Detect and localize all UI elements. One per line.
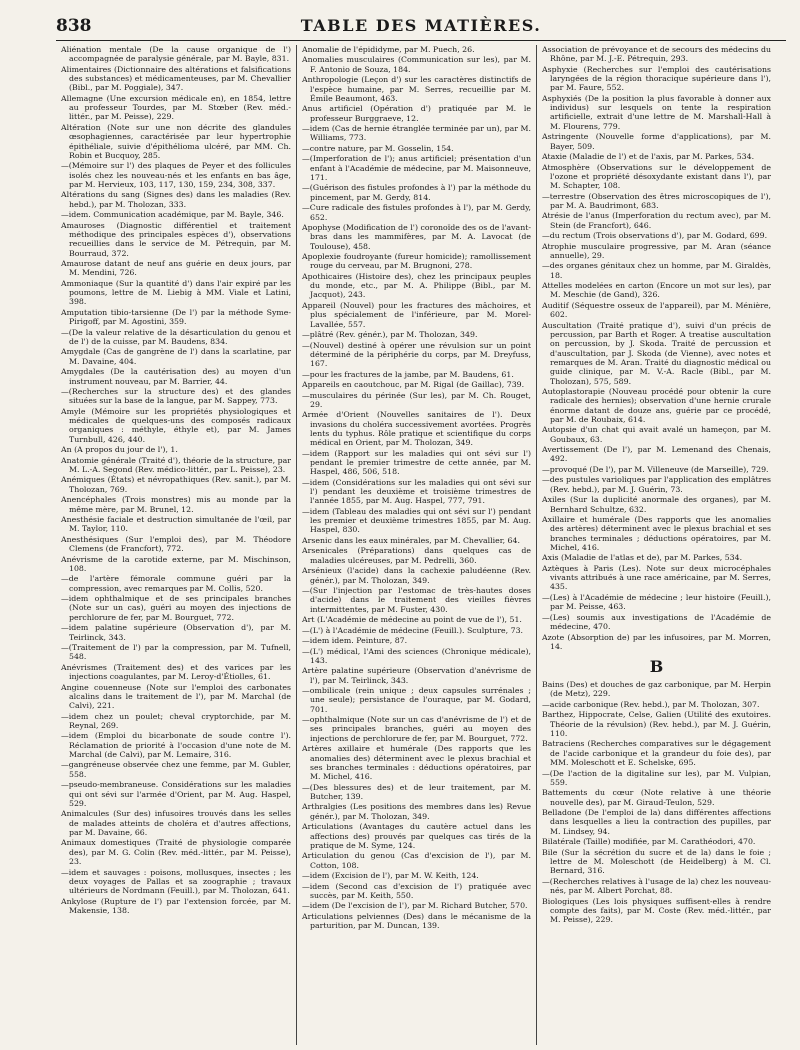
index-entry: Apoplexie foudroyante (fureur homicide); ramollissement rouge du cerveau, par M. Brugnoni, 278. <box>302 252 531 271</box>
index-entry: —provoqué (De l'), par M. Villeneuve (de Marseille), 729. <box>542 464 769 474</box>
index-entry: —(Les) à l'Académie de médecine ; leur histoire (Feuill.), par M. Peisse, 463. <box>542 592 771 612</box>
index-entry: Asphyxiés (De la position la plus favorable à donner aux individus) sur lesquels on tente la respiration artificielle, extrait d'une lettre de M. Marshall-Hall à M. Flourens, 779. <box>542 93 771 131</box>
index-entry: —idem (Excision de l'), par M. W. Keith, 124. <box>302 871 479 881</box>
index-entry: Apophyse (Modification de l') coronoïde des os de l'avant-bras dans les mammifères, par M. A. Lavocat (de Toulouse), 458. <box>302 223 531 251</box>
index-entry: —gangréneuse observée chez une femme, par M. Gubler, 558. <box>61 760 291 779</box>
index-entry: —idem (Emploi du bicarbonate de soude contre l'). Réclamation de priorité à l'occasion d'une note de M. Marchal (de Calvi), par M. Lemaire, 316. <box>61 731 291 759</box>
running-title: TABLE DES MATIÈRES. <box>300 16 542 35</box>
index-entry: Amputation tibio-tarsienne (De l') par la méthode Syme-Pirigoff, par M. Agostini, 359. <box>61 307 291 327</box>
index-entry: Anencéphales (Trois monstres) mis au monde par la même mère, par M. Brunel, 12. <box>61 495 291 514</box>
index-entry: Arsenic dans les eaux minérales, par M. Chevallier, 64. <box>302 535 520 545</box>
index-entry: Asphyxie (Recherches sur l'emploi des cautérisations laryngées de la région thoracique supérieure dans l'), par M. Faure, 552. <box>542 64 771 93</box>
index-entry: Armée d'Orient (Nouvelles sanitaires de l'). Deux invasions du choléra successivement avortées. Progrès lents du typhus. Rôle pratique et scientifique du corps médical en Orient, par M. Tholozan, 349. <box>302 410 531 448</box>
section-letter-heading: B <box>649 657 664 677</box>
index-entry: —(Des blessures des) et de leur traitement, par M. Butcher, 139. <box>302 782 531 801</box>
index-entry: —musculaires du périnée (Sur les), par M. Ch. Rouget, 29. <box>302 390 531 409</box>
index-entry: —ophthalmique (Note sur un cas d'anévrisme de l') et de ses principales branches, guéri au moyen des injections de perchlorure de fer, par M. Bourguet, 772. <box>302 715 531 743</box>
index-entry: Atmosphère (Observations sur le développement de l'ozone et propriété désoxydante existant dans l'), par M. Schapter, 108. <box>542 162 771 191</box>
index-entry: Ataxie (Maladie de l') et de l'axis, par M. Parkes, 534. <box>542 152 755 162</box>
index-entry: Ammoniaque (Sur la quantité d') dans l'air expiré par les poumons, lettre de M. Liebig à MM. Viale et Latini, 398. <box>61 278 291 307</box>
index-entry: —idem palatine supérieure (Observation d'), par M. Teirlinck, 343. <box>61 623 291 642</box>
index-entry: —(Recherches relatives à l'usage de la) chez les nouveau-nés, par M. Albert Porchat, 88. <box>542 876 771 896</box>
index-entry: —(Sur l'injection par l'estomac de très-hautes doses d'acide) dans le traitement des vieilles fièvres intermittentes, par M. Fuster, 430. <box>302 586 531 614</box>
page-header <box>56 10 786 41</box>
index-entry: Arsénieux (l'acide) dans la cachexie paludéenne (Rev. génér.), par M. Tholozan, 349. <box>302 566 531 585</box>
index-entry: —idem (Second cas d'excision de l') pratiquée avec succès, par M. Keith, 550. <box>302 881 531 900</box>
index-entry: Anomalies musculaires (Communication sur les), par M. F. Antonio de Souza, 184. <box>302 55 531 74</box>
index-entry: Anatomie générale (Traité d'), théorie de la structure, par M. L.-A. Segond (Rev. médico-littér., par L. Peisse), 23. <box>61 455 291 474</box>
index-entry: —pseudo-membraneuse. Considérations sur les maladies qui ont sévi sur l'armée d'Orient, par M. Aug. Haspel, 529. <box>61 780 291 808</box>
index-entry: Arsenicales (Préparations) dans quelques cas de maladies ulcéreuses, par M. Pedrelli, 360. <box>302 546 531 565</box>
index-entry: Axiles (Sur la duplicité anormale des organes), par M. Bernhard Schultze, 632. <box>542 495 771 514</box>
index-entry: —idem et sauvages : poisons, mollusques, insectes ; les deux voyages de Pallas et sa zoographie ; travaux ultérieurs de Nordmann (Feuill.), par M. Tholozan, 641. <box>61 867 291 896</box>
index-entry: Animaux domestiques (Traité de physiologie comparée des), par M. G. Colin (Rev. méd.-littér., par M. Peisse), 23. <box>61 838 291 867</box>
index-entry: Animalcules (Sur des) infusoires trouvés dans les selles de malades atteints de choléra et d'autres affections, par M. Davaine, 66. <box>61 809 291 837</box>
index-entry: Appareils en caoutchouc, par M. Rigal (de Gaillac), 739. <box>302 380 525 390</box>
index-entry: Amauroses (Diagnostic différentiel et traitement méthodique des principales espèces d'), observations recueillies dans le service de M. Pétrequin, par M. Bourraud, 372. <box>61 220 291 258</box>
index-entry: —idem chez un poulet; cheval cryptorchide, par M. Reynal, 269. <box>61 711 291 730</box>
index-entry: Allemagne (Une excursion médicale en), en 1854, lettre au professeur Tourdes, par M. Stœber (Rev. méd.-littér., par M. Peisse), 229. <box>61 93 291 122</box>
index-entry: —Cure radicale des fistules profondes à l'), par M. Gerdy, 652. <box>302 203 531 222</box>
index-entry: —idem. Communication académique, par M. Bayle, 346. <box>61 210 284 220</box>
index-entry: —(Imperforation de l'); anus artificiel; présentation d'un enfant à l'Académie de médecine, par M. Maisonneuve, 171. <box>302 154 531 182</box>
index-entry: Autoplastorapie (Nouveau procédé pour obtenir la cure radicale des hernies); observation d'une hernie crurale énorme datant de douze ans, guérie par ce procédé, par M. de Roubaix, 614. <box>542 387 771 424</box>
index-entry: Association de prévoyance et de secours des médecins du Rhône, par M. J.-E. Pétrequin, 293. <box>542 45 771 64</box>
index-entry: —de l'artère fémorale commune guéri par la compression, avec remarques par M. Collis, 520. <box>61 574 291 593</box>
index-entry: Arthralgies (Les positions des membres dans les) Revue génér.), par M. Tholozan, 349. <box>302 802 531 821</box>
index-entry: Amyle (Mémoire sur les propriétés physiologiques et médicales de quelques-uns des composés radicaux organiques : méthyle, éthyle et), par M. James Turnbull, 426, 440. <box>61 406 291 444</box>
index-entry: —idem (Considérations sur les maladies qui ont sévi sur l') pendant les deuxième et troisième trimestres de l'année 1855, par M. Aug. Haspel, 777, 791. <box>302 477 531 506</box>
index-entry: Anesthésie faciale et destruction simultanée de l'œil, par M. Taylor, 110. <box>61 515 291 534</box>
index-entry: Artère palatine supérieure (Observation d'anévrisme de l'), par M. Teirlinck, 343. <box>302 666 531 685</box>
index-entry: Atrophie musculaire progressive, par M. Aran (séance annuelle), 29. <box>542 241 771 260</box>
index-entry: —des pustules varioliques par l'application des emplâtres (Rev. hebd.), par M. J. Guérin, 73. <box>542 475 771 494</box>
index-entry: —pour les fractures de la jambe, par M. Baudens, 61. <box>302 369 514 379</box>
index-entry: Art (L'Académie de médecine au point de vue de l'), 51. <box>302 615 522 625</box>
index-entry: Battements du cœur (Note relative à une théorie nouvelle des), par M. Giraud-Teulon, 529. <box>542 788 771 807</box>
index-entry: Anus artificiel (Opération d') pratiquée par M. le professeur Burggraeve, 12. <box>302 104 531 123</box>
index-entry: Avertissement (De l'), par M. Lemenand des Chenais, 492. <box>542 445 771 464</box>
index-entry: Anévrisme de la carotide externe, par M. Mischinson, 108. <box>61 554 291 573</box>
index-entry: Articulations pelviennes (Des) dans le mécanisme de la parturition, par M. Duncan, 139. <box>302 911 531 931</box>
index-entry: Angine couenneuse (Note sur l'emploi des carbonates alcalins dans le traitement de l'), par M. Marchal (de Calvi), 221. <box>61 682 291 711</box>
index-entry: Artères axillaire et humérale (Des rapports que les anomalies des) déterminent avec le plexus brachial et ses branches terminales : déductions opératoires, par M. Michel, 416. <box>302 744 531 782</box>
index-entry: —du rectum (Trois observations d'), par M. Godard, 699. <box>542 231 768 241</box>
index-entry: An (A propos du jour de l'), 1. <box>61 445 178 455</box>
index-entry: Anomalie de l'épididyme, par M. Puech, 26. <box>302 45 475 54</box>
index-entry: Anévrismes (Traitement des) et des varices par les injections coagulantes, par M. Leroy-d'Étiolles, 61. <box>61 662 291 682</box>
index-entry: Articulations (Avantages du cautère actuel dans les affections des) prouvés par quelques cas tirés de la pratique de M. Syme, 124. <box>302 822 531 850</box>
index-entry: Belladone (De l'emploi de la) dans différentes affections dans lesquelles a lieu la contraction des pupilles, par M. Lindsey, 94. <box>542 808 771 836</box>
index-entry: —des organes génitaux chez un homme, par M. Giraldès, 18. <box>542 261 771 280</box>
index-entry: Appareil (Nouvel) pour les fractures des mâchoires, et plus spécialement de l'inférieure, par M. Morel-Lavallée, 557. <box>302 300 531 329</box>
index-entry: Barthez, Hippocrate, Celse, Galien (Utilité des exutoires. Théorie de la révulsion) (Rev. hebd.), par M. J. Guérin, 110. <box>542 710 771 738</box>
index-entry: —idem (De l'excision de l'), par M. Richard Butcher, 570. <box>302 901 528 911</box>
index-entry: —idem (Rapport sur les maladies qui ont sévi sur l') pendant le premier trimestre de cette année, par M. Haspel, 486, 506, 518. <box>302 448 531 477</box>
index-entry: Azote (Absorption de) par les infusoires, par M. Morren, 14. <box>542 632 771 651</box>
index-entry: Alimentaires (Dictionnaire des altérations et falsifications des substances) et médicamenteuses, par M. Chevallier (Bibl., par M. Poggiale), 347. <box>61 64 291 93</box>
index-entry: Articulation du genou (Cas d'excision de l'), par M. Cotton, 108. <box>302 851 531 870</box>
index-entry: —idem idem. Peinture, 87. <box>302 636 408 646</box>
index-entry: Aliénation mentale (De la cause organique de l') accompagnée de paralysie générale, par M. Bayle, 831. <box>61 45 291 64</box>
index-entry: Auditif (Séquestre osseux de l'appareil), par M. Ménière, 602. <box>542 300 771 320</box>
index-entry: —plâtré (Rev. génér.), par M. Tholozan, 349. <box>302 330 478 340</box>
index-entry: Bilatérale (Taille) modifiée, par M. Carathéodori, 470. <box>542 837 756 847</box>
index-entry: Altération (Note sur une non décrite des glandules œsophagiennes, caractérisée par leur hypertrophie épithéliale, suivie d'épithélioma ulcéré, par MM. Ch. Robin et Bucquoy, 285. <box>61 122 291 160</box>
index-entry: Bains (Des) et douches de gaz carbonique, par M. Herpin (de Metz), 229. <box>542 680 771 699</box>
index-entry: Axis (Maladie de l'atlas et de), par M. Parkes, 534. <box>542 553 743 563</box>
index-entry: Atrésie de l'anus (Imperforation du rectum avec), par M. Stein (de Francfort), 646. <box>542 211 771 230</box>
index-entry: Autopsie d'un chat qui avait avalé un hameçon, par M. Goubaux, 63. <box>542 425 771 444</box>
index-entry: Auscultation (Traité pratique d'), suivi d'un précis de percussion, par Barth et Roger. A treatise auscultation on percussion, by J. Skoda. Traité de percussion et d'auscultation, par J. Skoda (de Vienne), avec notes et remarques de M. Aran. Traité du diagnostic médical ou guide clinique, par M. V.-A. Racle (Bibl., par M. Tholozan), 575, 589. <box>542 320 771 386</box>
index-entry: Anesthésiques (Sur l'emploi des), par M. Théodore Clemens (de Francfort), 772. <box>61 534 291 554</box>
index-entry: Attelles modelées en carton (Encore un mot sur les), par M. Meschie (de Gand), 326. <box>542 281 771 300</box>
index-entry: —(Mémoire sur l') des plaques de Peyer et des follicules isolés chez les nouveau-nés et les enfants en bas âge, par M. Hervieux, 103, 117, 130, 159, 234, 308, 337. <box>61 161 291 189</box>
index-column-2 <box>296 45 536 1045</box>
index-entry: —idem (Tableau des maladies qui ont sévi sur l') pendant les premier et deuxième trimestres 1855, par M. Aug. Haspel, 830. <box>302 506 531 535</box>
index-columns <box>56 45 786 1045</box>
index-entry: Ankylose (Rupture de l') par l'extension forcée, par M. Makensie, 138. <box>61 896 291 915</box>
index-column-1 <box>56 45 296 1045</box>
index-entry: Apothicaires (Histoire des), chez les principaux peuples du monde, etc., par M. A. Philippe (Bibl., par M. Jacquot), 243. <box>302 271 531 300</box>
index-entry: Anémiques (États) et névropathiques (Rev. sanit.), par M. Tholozan, 769. <box>61 475 291 494</box>
index-entry: Amaurose datant de neuf ans guérie en deux jours, par M. Mendini, 726. <box>61 259 291 278</box>
index-entry: Astringente (Nouvelle forme d'applications), par M. Bayer, 509. <box>542 132 771 151</box>
index-entry: Batraciens (Recherches comparatives sur le dégagement de l'acide carbonique et la grandeur du foie des), par MM. Moleschott et E. Schelske, 695. <box>542 739 771 768</box>
index-entry: —(De la valeur relative de la désarticulation du genou et de l') de la cuisse, par M. Baudens, 834. <box>61 327 291 346</box>
index-entry: Aztèques à Paris (Les). Note sur deux microcéphales vivants attribués à une race américaine, par M. Serres, 435. <box>542 563 771 592</box>
index-entry: —terrestre (Observation des êtres microscopiques de l'), par M. A. Baudrimont, 683. <box>542 191 771 210</box>
index-entry: —(Recherches sur la structure des) et des glandes situées sur la base de la langue, par M. Sappey, 773. <box>61 387 291 406</box>
index-entry: —(Nouvel) destiné à opérer une révulsion sur un point déterminé de la périphérie du corps, par M. Dreyfuss, 167. <box>302 340 531 369</box>
index-entry: —(Guérison des fistules profondes à l') par la méthode du pincement, par M. Gerdy, 814. <box>302 183 531 202</box>
index-entry: —idem ophthalmique et de ses principales branches (Note sur un cas), guéri au moyen des injections de perchlorure de fer, par M. Bourguet, 772. <box>61 594 291 622</box>
index-entry: Anthropologie (Leçon d') sur les caractères distinctifs de l'espèce humaine, par M. Serres, recueillie par M. Émile Beaumont, 463. <box>302 75 531 103</box>
index-entry: Axillaire et humérale (Des rapports que les anomalies des artères) déterminent avec le plexus brachial et ses branches terminales ; déductions opératoires, par M. Michel, 416. <box>542 515 771 552</box>
index-entry: Bile (Sur la sécrétion du sucre et de la) dans le foie ; lettre de M. Moleschott (de Heidelberg) à M. Cl. Bernard, 316. <box>542 847 771 876</box>
index-entry: —(Les) soumis aux investigations de l'Académie de médecine, 470. <box>542 612 771 632</box>
index-entry: Amygdale (Cas de gangrène de l') dans la scarlatine, par M. Davaine, 404. <box>61 347 291 366</box>
page-number: 838 <box>56 16 92 36</box>
index-entry: —ombilicale (rein unique ; deux capsules surrénales ; une seule); persistance de l'ouraque, par M. Godard, 701. <box>302 686 531 714</box>
index-entry: —(L') médical, l'Ami des sciences (Chronique médicale), 143. <box>302 646 531 665</box>
index-entry: —idem (Cas de hernie étranglée terminée par un), par M. Williams, 773. <box>302 124 531 143</box>
index-entry: —contre nature, par M. Gosselin, 154. <box>302 143 454 153</box>
index-entry: —(Traitement de l') par la compression, par M. Tufnell, 548. <box>61 642 291 662</box>
index-column-3 <box>536 45 776 1045</box>
index-entry: Biologiques (Les lois physiques suffisent-elles à rendre compte des faits), par M. Coste (Rev. méd.-littér., par M. Peisse), 229. <box>542 896 771 925</box>
index-entry: Amygdales (De la cautérisation des) au moyen d'un instrument nouveau, par M. Barrier, 44. <box>61 367 291 386</box>
index-entry: —(L') à l'Académie de médecine (Feuill.). Sculpture, 73. <box>302 625 524 635</box>
index-entry: —(De l'action de la digitaline sur les), par M. Vulpian, 559. <box>542 768 771 787</box>
index-entry: Altérations du sang (Signes des) dans les maladies (Rev. hebd.), par M. Tholozan, 333. <box>61 190 291 209</box>
index-entry: —acide carbonique (Rev. hebd.), par M. Tholozan, 307. <box>542 699 760 709</box>
